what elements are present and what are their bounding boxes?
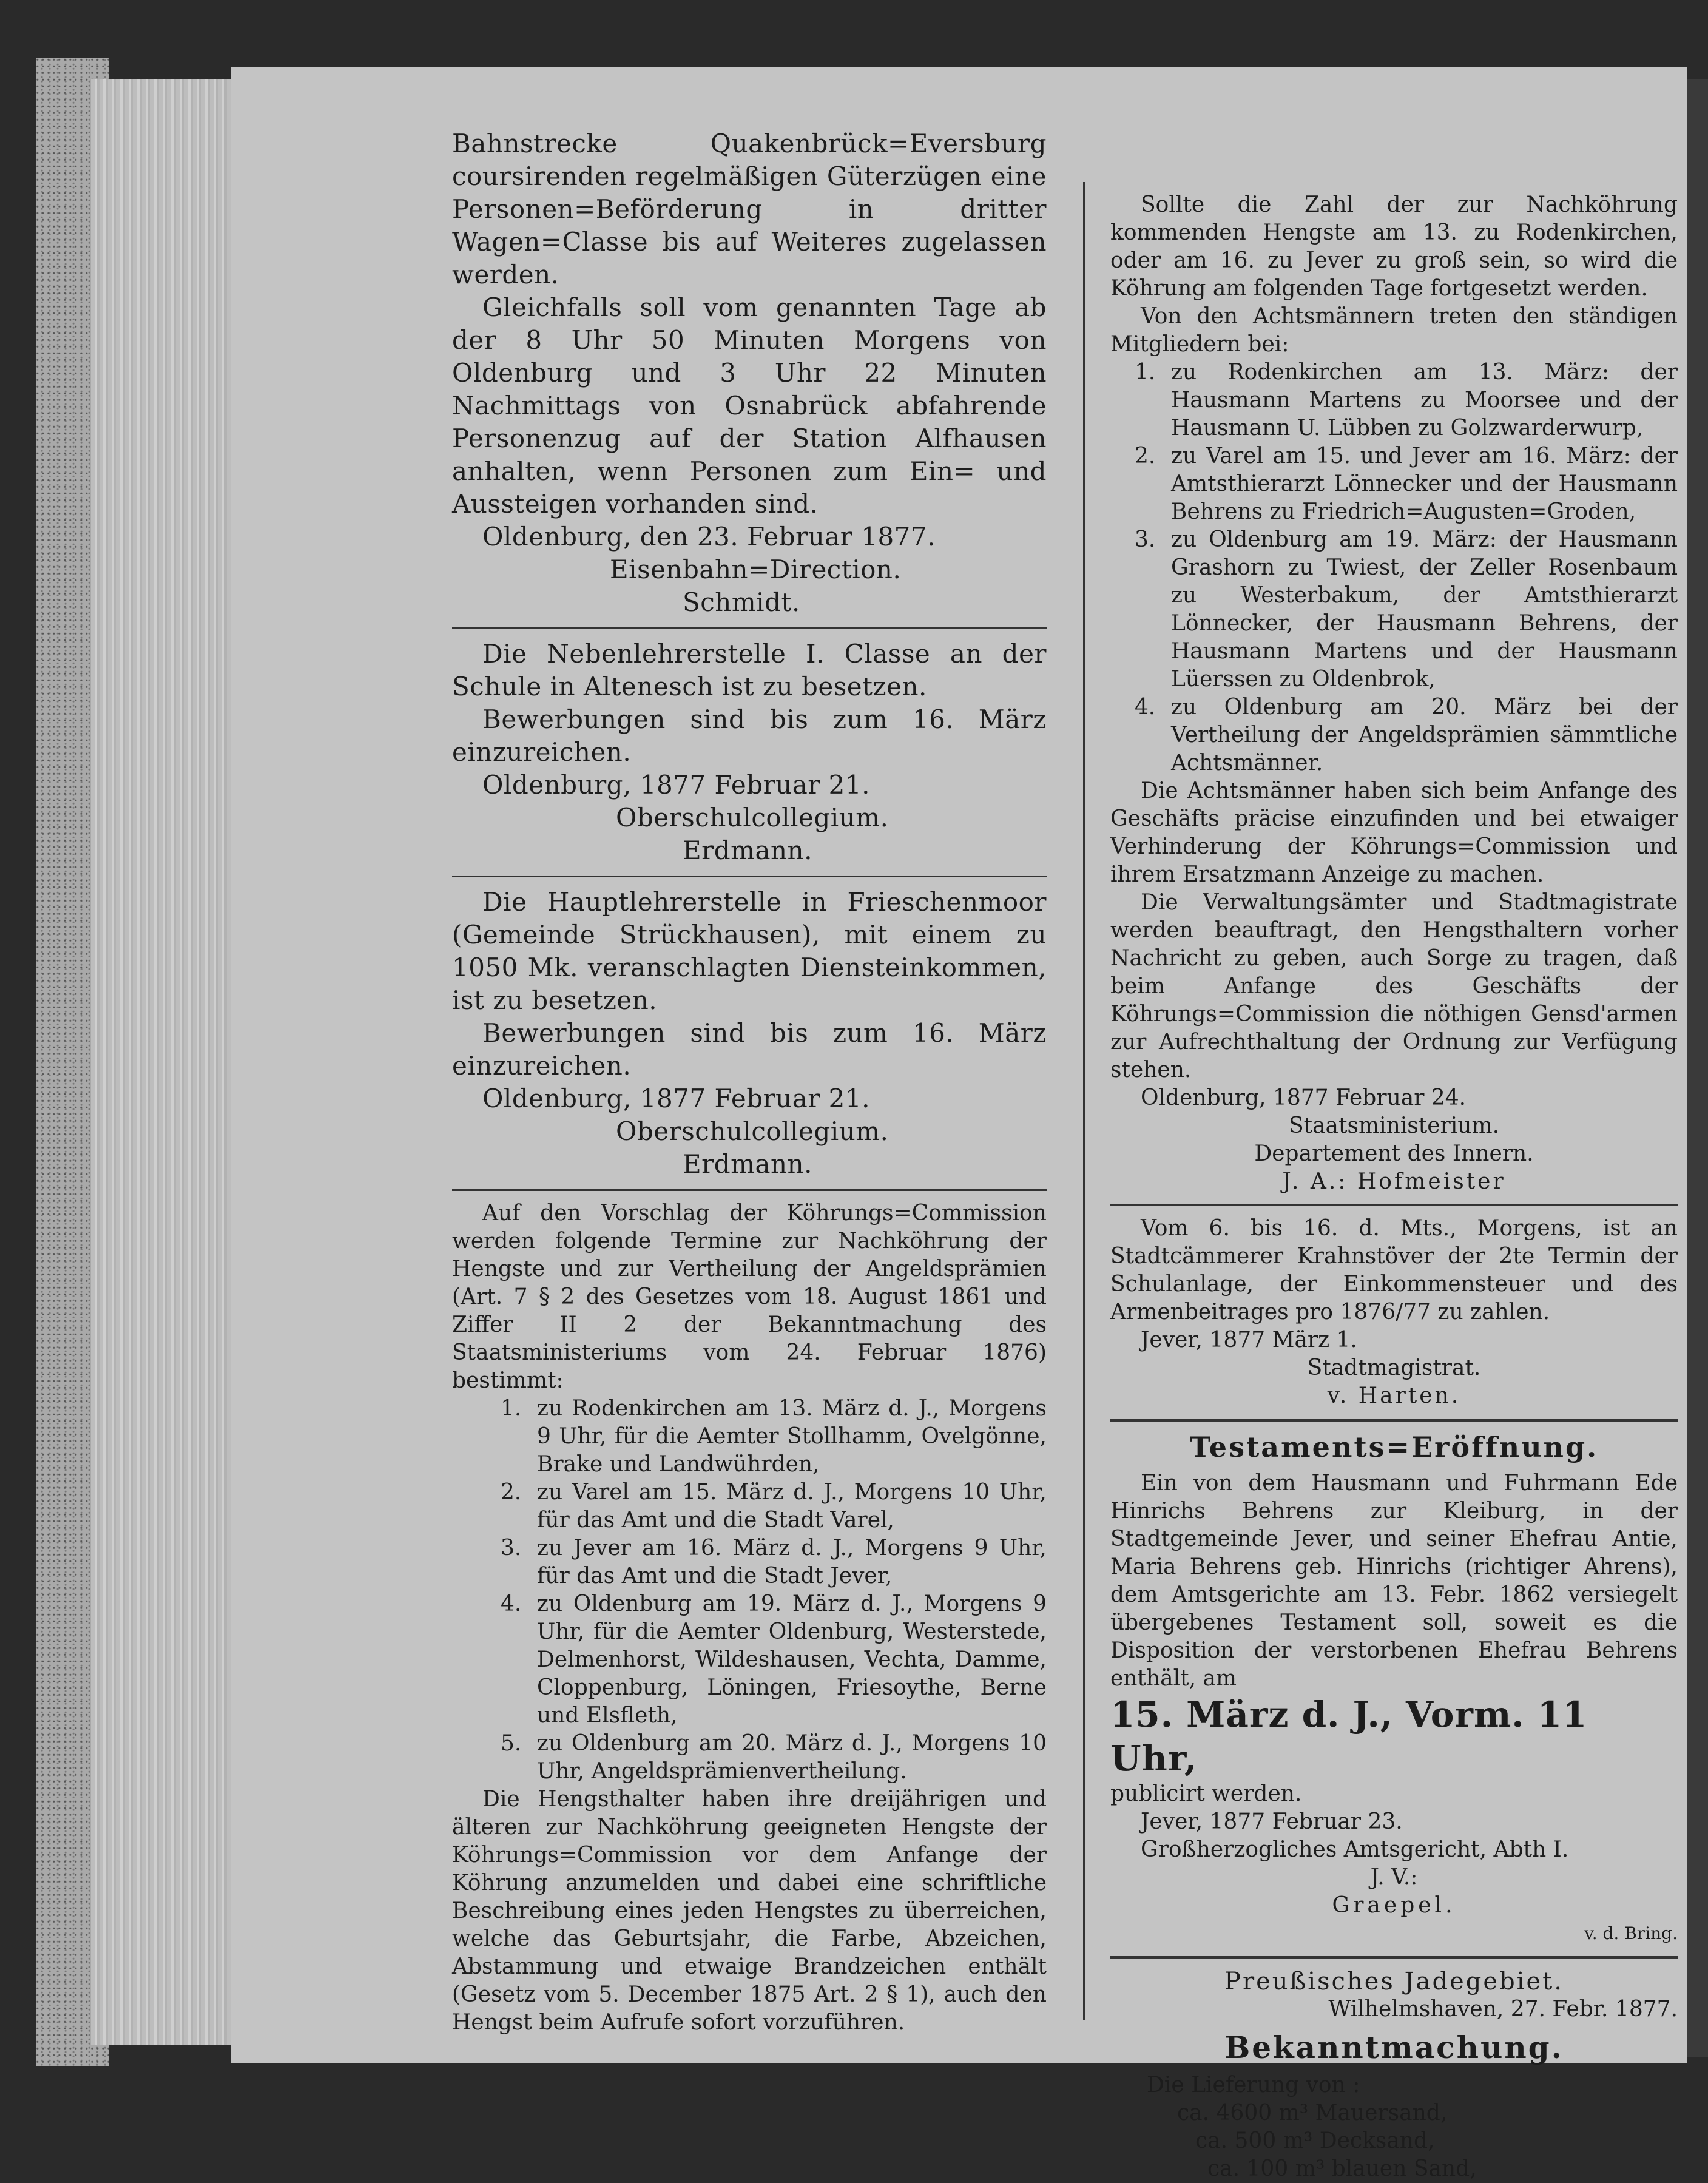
- jadegebiet-body: [1110, 2071, 1678, 2183]
- list-item: 4. zu Oldenburg am 19. März d. J., Morgens 9 Uhr, für die Aemter Oldenburg, Westerstede, Delmenhorst, Wildeshausen, Vechta, Damme, Cloppenburg, Löningen, Friesoythe, Berne und Elsfleth,: [501, 1591, 1047, 1728]
- members-list: [1110, 359, 1678, 777]
- continued-paragraph-3: Die Achtsmänner haben sich beim Anfange des Geschäfts präcise einzufinden und bei etwaiger Verhinderung der Köhrungs=Commission und ihrem Ersatzmann Anzeige zu machen.: [1110, 778, 1678, 887]
- stallion-paragraph-2: Die Hengsthalter haben ihre dreijährigen und älteren zur Nachköhrung geeigneten Hengste der Köhrungs=Commission vor dem Anfange der Köhrung anzumelden und dabei eine schriftliche Beschreibung eines jeden Hengstes zu überreichen, welche das Geburtsjahr, die Farbe, Abzeichen, Abstammung und etwaige Brandzeichen enthält (Gesetz vom 5. December 1875 Art. 2 § 1), auch den Hengst beim Aufrufe sofort vorzuführen.: [452, 1787, 1047, 2035]
- list-item: 2. zu Varel am 15. und Jever am 16. März: der Amtsthierarzt Lönnecker und der Hausmann Behrens zu Friedrich=Augusten=Groden,: [1135, 444, 1678, 524]
- altenesch-paragraph-2: Bewerbungen sind bis zum 16. März einzureichen.: [452, 704, 1047, 767]
- continued-paragraph-2: Von den Achtsmännern treten den ständigen Mitgliedern bei:: [1110, 304, 1678, 357]
- list-item: 3. zu Oldenburg am 19. März: der Hausmann Grashorn zu Twiest, der Zeller Rosenbaum zu Westerbakum, der Amtsthierarzt Lönnecker, der Hausmann Behrens, der Hausmann Martens und der Hausmann Lüerssen zu Oldenbrok,: [1135, 527, 1678, 692]
- railway-date: Oldenburg, den 23. Februar 1877.: [482, 522, 936, 552]
- railway-authority: Eisenbahn=Direction.: [610, 555, 902, 584]
- list-item: ca. 4600 m³ Mauersand,: [1177, 2100, 1448, 2125]
- notice-divider: [452, 1189, 1047, 1191]
- railway-signature: Schmidt.: [683, 587, 800, 617]
- continued-paragraph-1: Sollte die Zahl der zur Nachköhrung kommenden Hengste am 13. zu Rodenkirchen, oder am 16. zu Jever zu groß sein, so wird die Köhrung am folgenden Tage fortgesetzt werden.: [1110, 192, 1678, 301]
- list-item: 3. zu Jever am 16. März d. J., Morgens 9 Uhr, für das Amt und die Stadt Jever,: [501, 1536, 1047, 1588]
- testament-date-emphasis: 15. März d. J., Vorm. 11 Uhr,: [1110, 1694, 1588, 1779]
- notice-divider-thick: [1110, 1419, 1678, 1422]
- testament-iv: J. V.:: [1370, 1865, 1418, 1890]
- notice-divider-thick: [1110, 1956, 1678, 1959]
- frieschenmoor-paragraph-2: Bewerbungen sind bis zum 16. März einzureichen.: [452, 1018, 1047, 1081]
- list-item: 1. zu Rodenkirchen am 13. März d. J., Morgens 9 Uhr, für die Aemter Stollhamm, Ovelgönne, Brake und Landwührden,: [501, 1396, 1047, 1477]
- notice-teacher-altenesch: [452, 638, 1047, 867]
- testament-published: publicirt werden.: [1110, 1781, 1302, 1806]
- altenesch-date: Oldenburg, 1877 Februar 21.: [482, 770, 870, 800]
- column-divider: [1083, 182, 1085, 2020]
- notice-divider: [452, 876, 1047, 877]
- notice-stallion-inspection: [452, 1199, 1047, 2037]
- taxes-date: Jever, 1877 März 1.: [1141, 1328, 1357, 1352]
- notice-divider: [1110, 1204, 1678, 1206]
- railway-paragraph-1: Bahnstrecke Quakenbrück=Eversburg coursirenden regelmäßigen Güterzügen eine Personen=Beförderung in dritter Wagen=Classe bis auf Weiteres zugelassen werden.: [452, 129, 1047, 289]
- continued-authority-1: Staatsministerium.: [1288, 1113, 1500, 1138]
- jadegebiet-intro: Die Lieferung von :: [1147, 2073, 1360, 2097]
- stallion-intro: Auf den Vorschlag der Köhrungs=Commission werden folgende Termine zur Nachköhrung der Hengste und zur Vertheilung der Angeldsprämien (Art. 7 § 2 des Gesetzes vom 18. August 1861 und Ziffer II 2 der Bekanntmachung des Staatsministeriums vom 24. Februar 1876) bestimmt:: [452, 1201, 1047, 1393]
- frieschenmoor-paragraph-1: Die Hauptlehrerstelle in Frieschenmoor (Gemeinde Strückhausen), mit einem zu 1050 Mk. veranschlagten Diensteinkommen, ist zu besetzen.: [452, 887, 1047, 1015]
- frieschenmoor-date: Oldenburg, 1877 Februar 21.: [482, 1084, 870, 1113]
- testament-date: Jever, 1877 Februar 23.: [1141, 1809, 1403, 1834]
- list-item: 1. zu Rodenkirchen am 13. März: der Hausmann Martens zu Moorsee und der Hausmann U. Lübben zu Golzwarderwurp,: [1135, 360, 1678, 440]
- frieschenmoor-authority: Oberschulcollegium.: [616, 1116, 889, 1146]
- frieschenmoor-signature: Erdmann.: [683, 1149, 812, 1179]
- testament-signature: Graepel.: [1332, 1893, 1456, 1918]
- continued-authority-2: Departement des Innern.: [1254, 1141, 1534, 1166]
- notice-jadegebiet: [1110, 1968, 1678, 2183]
- list-item: ca. 100 m³ blauen Sand,: [1207, 2156, 1477, 2181]
- railway-paragraph-2: Gleichfalls soll vom genannten Tage ab der 8 Uhr 50 Minuten Morgens von Oldenburg und 3 Uhr 22 Minuten Nachmittags von Osnabrück abfahrende Personenzug auf der Station Alfhausen anhalten, wenn Personen zum Ein= und Aussteigen vorhanden sind.: [452, 292, 1047, 519]
- list-item: 2. zu Varel am 15. März d. J., Morgens 10 Uhr, für das Amt und die Stadt Varel,: [501, 1480, 1047, 1533]
- notice-taxes-jever: [1110, 1215, 1678, 1410]
- altenesch-signature: Erdmann.: [683, 835, 812, 865]
- notice-railway: [452, 127, 1047, 619]
- altenesch-paragraph-1: Die Nebenlehrerstelle I. Classe an der Schule in Altenesch ist zu besetzen.: [452, 639, 1047, 701]
- right-column: [1110, 191, 1678, 2183]
- testament-authority: Großherzogliches Amtsgericht, Abth I.: [1141, 1837, 1569, 1862]
- taxes-signature: v. Harten.: [1327, 1383, 1461, 1408]
- testament-countersign: v. d. Bring.: [1584, 1923, 1678, 1943]
- notice-stallion-continued: [1110, 191, 1678, 1196]
- taxes-paragraph: Vom 6. bis 16. d. Mts., Morgens, ist an Stadtcämmerer Krahnstöver der 2te Termin der Schulanlage, der Einkommensteuer und des Armenbeitrages pro 1876/77 zu zahlen.: [1110, 1216, 1678, 1324]
- continued-signature: J. A.: Hofmeister: [1282, 1169, 1506, 1194]
- list-item: 5. zu Oldenburg am 20. März d. J., Morgens 10 Uhr, Angeldsprämienvertheilung.: [501, 1731, 1047, 1784]
- continued-date: Oldenburg, 1877 Februar 24.: [1141, 1085, 1467, 1110]
- testament-paragraph: Ein von dem Hausmann und Fuhrmann Ede Hinrichs Behrens zur Kleiburg, in der Stadtgemeinde Jever, und seiner Ehefrau Antie, Maria Behrens geb. Hinrichs (richtiger Ahrens), dem Amtsgerichte am 13. Febr. 1862 versiegelt übergebenes Testament soll, soweit es die Disposition der verstorbenen Ehefrau Behrens enthält, am: [1110, 1471, 1678, 1691]
- altenesch-authority: Oberschulcollegium.: [616, 803, 889, 832]
- jadegebiet-date: Wilhelmshaven, 27. Febr. 1877.: [1328, 1997, 1678, 2022]
- notice-divider: [452, 627, 1047, 629]
- testament-heading: Testaments=Eröffnung.: [1189, 1431, 1599, 1463]
- notice-teacher-frieschenmoor: [452, 886, 1047, 1181]
- jadegebiet-title: Bekanntmachung.: [1224, 2029, 1564, 2065]
- book-edge-right: [1687, 79, 1708, 2057]
- list-item: 4. zu Oldenburg am 20. März bei der Vertheilung der Angeldsprämien sämmtliche Achtsmänner.: [1135, 695, 1678, 775]
- taxes-authority: Stadtmagistrat.: [1307, 1355, 1481, 1380]
- continued-paragraph-4: Die Verwaltungsämter und Stadtmagistrate werden beauftragt, den Hengsthaltern vorher Nachricht zu geben, auch Sorge zu tragen, daß beim Anfange des Geschäfts der Köhrungs=Commission die nöthigen Gensd'armen zur Aufrechthaltung der Ordnung zur Verfügung stehen.: [1110, 890, 1678, 1082]
- notice-testament: [1110, 1431, 1678, 1948]
- page-stack-edges: [91, 79, 249, 2045]
- jadegebiet-heading: Preußisches Jadegebiet.: [1224, 1968, 1564, 1996]
- left-column: [452, 127, 1047, 2037]
- stallion-dates-list: [452, 1395, 1047, 1786]
- list-item: ca. 500 m³ Decksand,: [1195, 2128, 1435, 2153]
